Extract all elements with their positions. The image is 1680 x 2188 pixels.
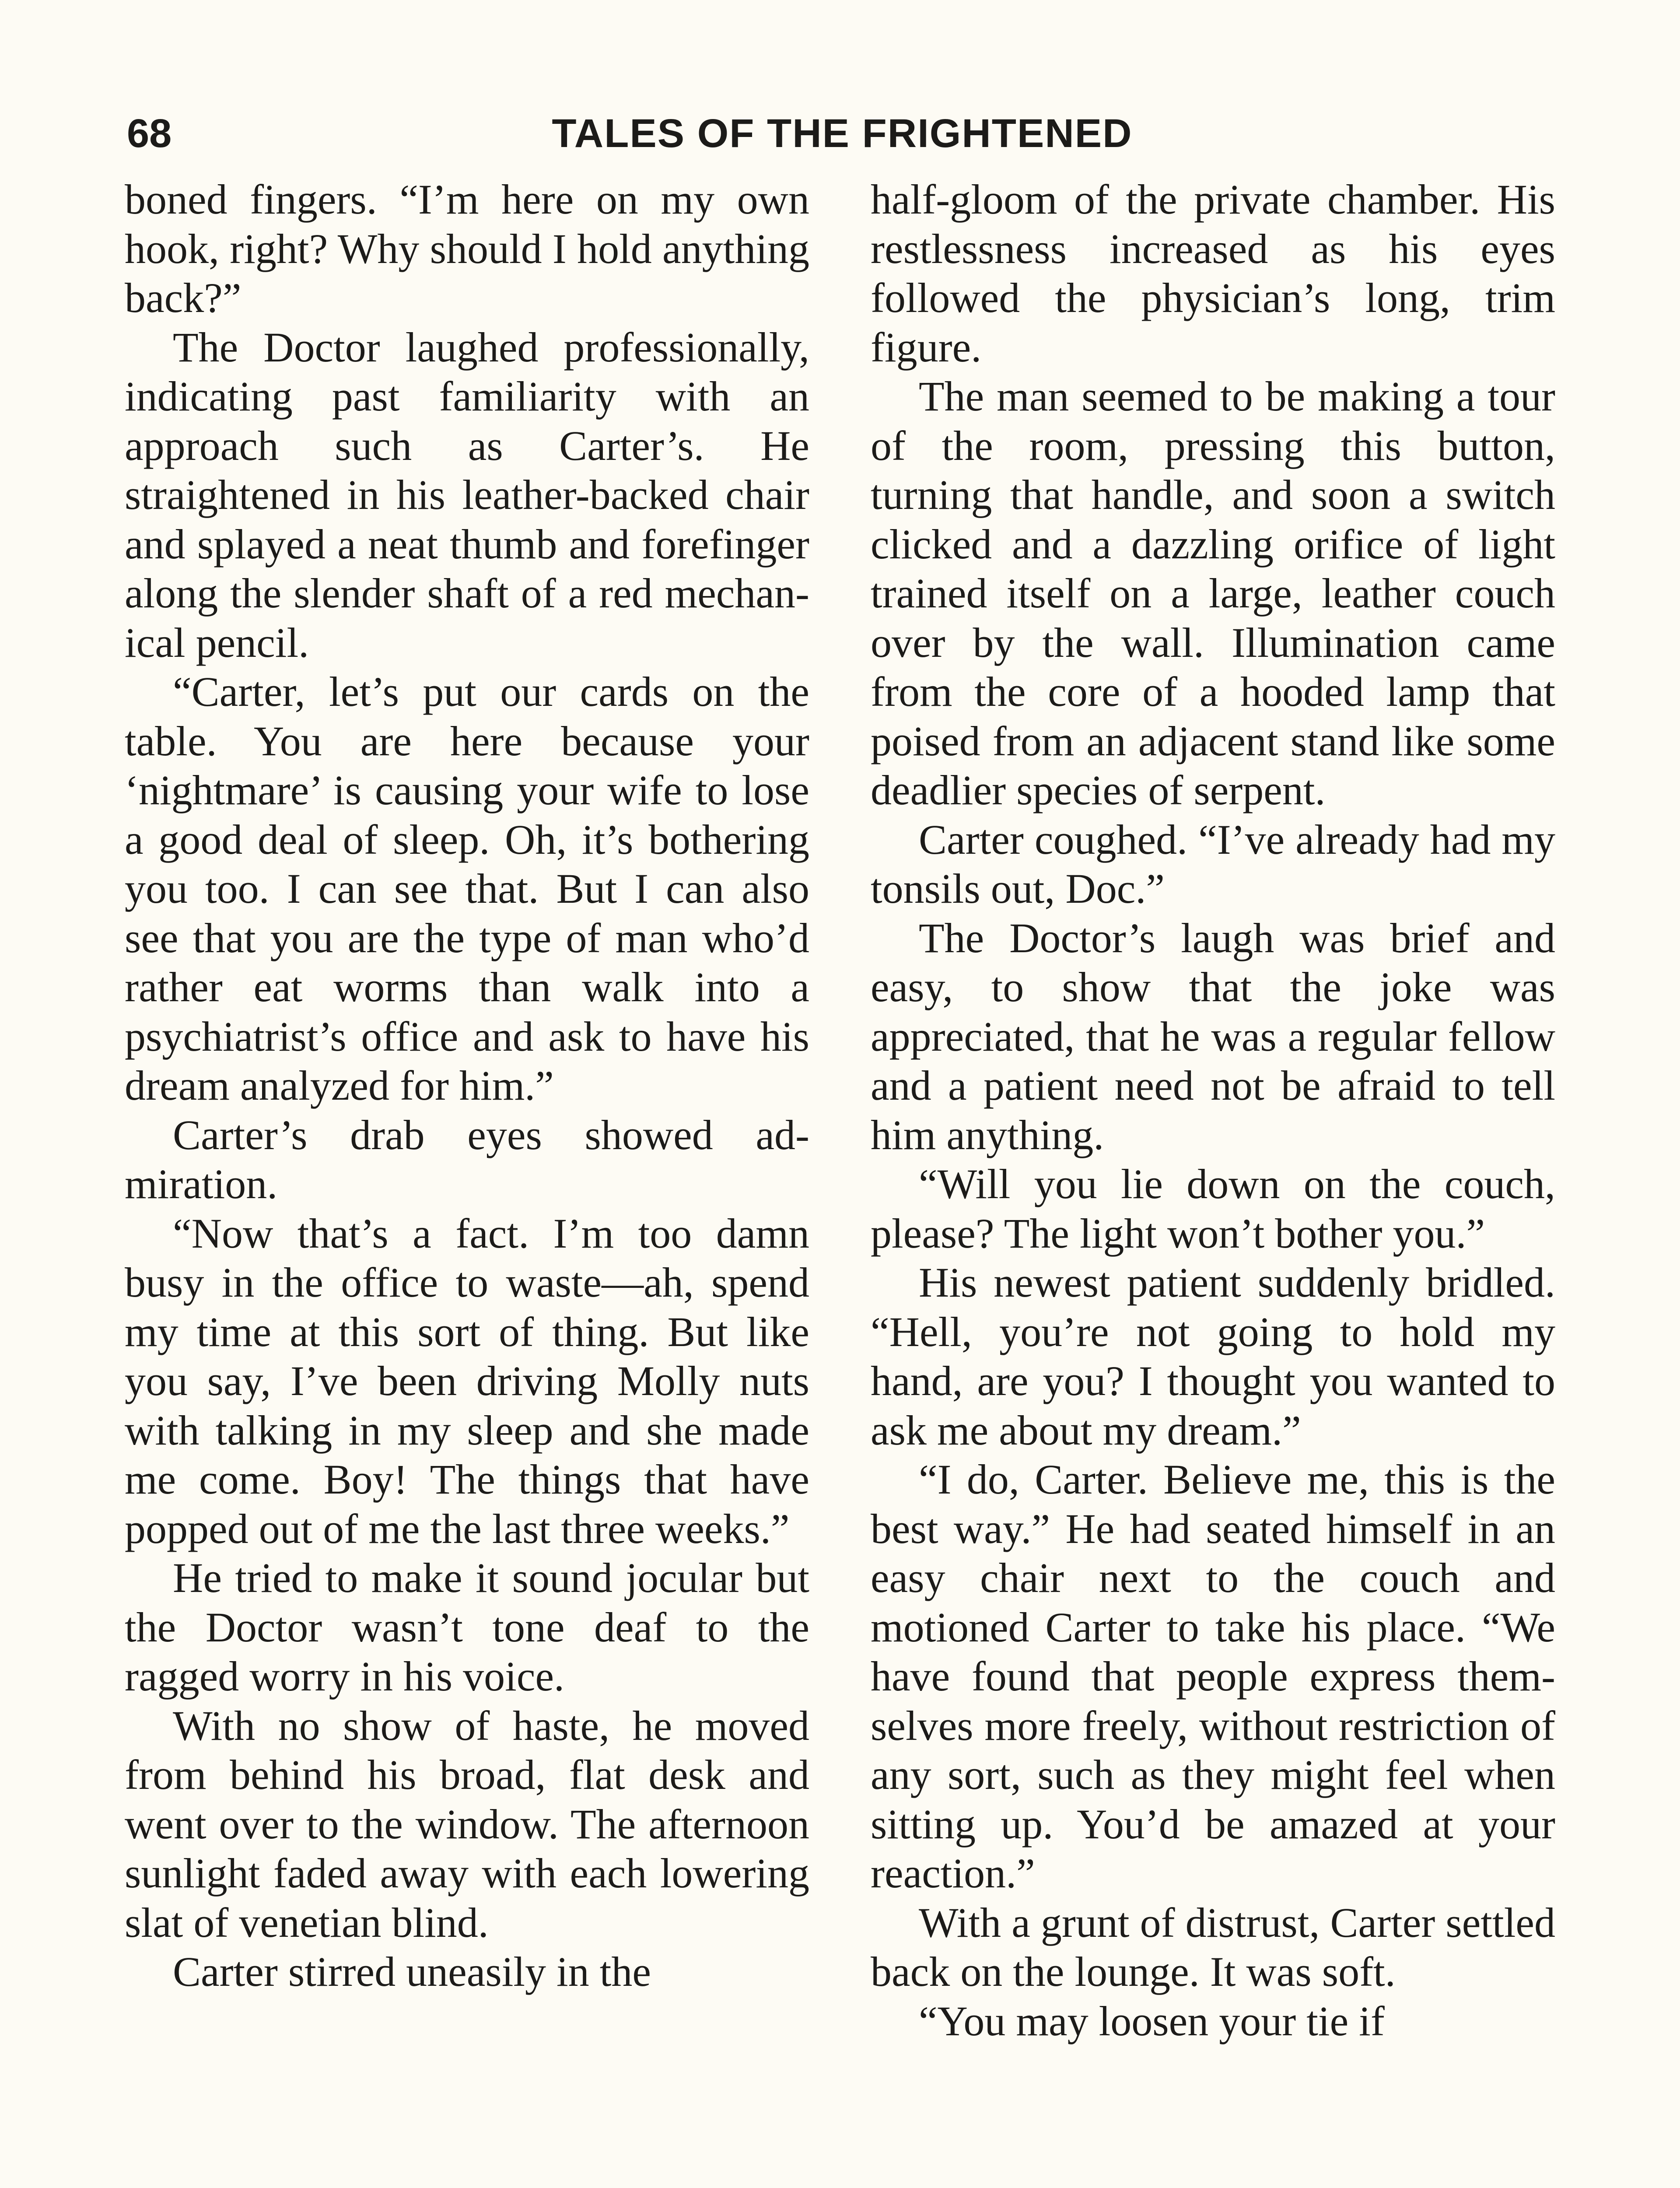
paragraph: He tried to make it sound jocular but the Doctor wasn’t tone deaf to the ragged worry in his voice.	[125, 1554, 809, 1700]
paragraph: “Carter, let’s put our cards on the table. You are here because your ‘nightmare’ is causing your wife to lose a good deal of sleep. Oh, it’s bothering you too. I can see that. But I can also see that you are the type of man who’d rather eat worms than walk into a psychiatrist’s office and ask to have his dream analyzed for him.”	[125, 668, 809, 1109]
paragraph: The Doctor’s laugh was brief and easy, to show that the joke was appreciated, that he was a regular fellow and a patient need not be afraid to tell him anything.	[871, 914, 1555, 1158]
paragraph: The Doctor laughed professionally, indicating past familiarity with an approach such as Carter’s. He straightened in his leather-backed chair and splayed a neat thumb and forefinger along the slender shaft of a red mechanical pencil.	[125, 323, 809, 666]
right-column	[871, 175, 1555, 2046]
paragraph: With no show of haste, he moved from behind his broad, flat desk and went over to the window. The afternoon sunlight faded away with each lowering slat of venetian blind.	[125, 1702, 809, 1946]
paragraph: “You may loosen your tie if	[919, 1997, 1385, 2044]
running-title: TALES OF THE FRIGHTENED	[552, 111, 1133, 156]
paragraph: “I do, Carter. Believe me, this is the best way.” He had seated himself in an easy chair next to the couch and motioned Carter to take his place. “We have found that people express themselves more freely, without restriction of any sort, such as they might feel when sitting up. You’d be amazed at your reaction.”	[871, 1456, 1555, 1897]
paragraph: “Now that’s a fact. I’m too damn busy in the office to waste—ah, spend my time at this sort of thing. But like you say, I’ve been driving Molly nuts with talking in my sleep and she made me come. Boy! The things that have popped out of me the last three weeks.”	[125, 1210, 809, 1552]
page-number: 68	[127, 111, 172, 156]
paragraph: His newest patient suddenly bridled. “Hell, you’re not going to hold my hand, are you? I thought you wanted to ask me about my dream.”	[871, 1259, 1555, 1454]
paragraph: With a grunt of distrust, Carter settled back on the lounge. It was soft.	[871, 1899, 1555, 1995]
page-header	[127, 109, 1558, 158]
paragraph: Carter’s drab eyes showed admiration.	[125, 1111, 809, 1207]
paragraph: Carter stirred uneasily in the	[173, 1948, 651, 1995]
paragraph: The man seemed to be making a tour of the room, pressing this button, turning that handle, and soon a switch clicked and a dazzling orifice of light trained itself on a large, leather couch over by the wall. Illumination came from the core of a hooded lamp that poised from an adjacent stand like some deadlier species of serpent.	[871, 373, 1555, 813]
paragraph: Carter coughed. “I’ve already had my tonsils out, Doc.”	[871, 816, 1555, 912]
paragraph: “Will you lie down on the couch, please? The light won’t bother you.”	[871, 1161, 1555, 1257]
paragraph: boned fingers. “I’m here on my own hook, right? Why should I hold anything back?”	[125, 176, 809, 321]
paragraph: half-gloom of the private chamber. His restlessness increased as his eyes followed the physician’s long, trim figure.	[871, 176, 1555, 371]
left-column	[125, 175, 809, 1997]
